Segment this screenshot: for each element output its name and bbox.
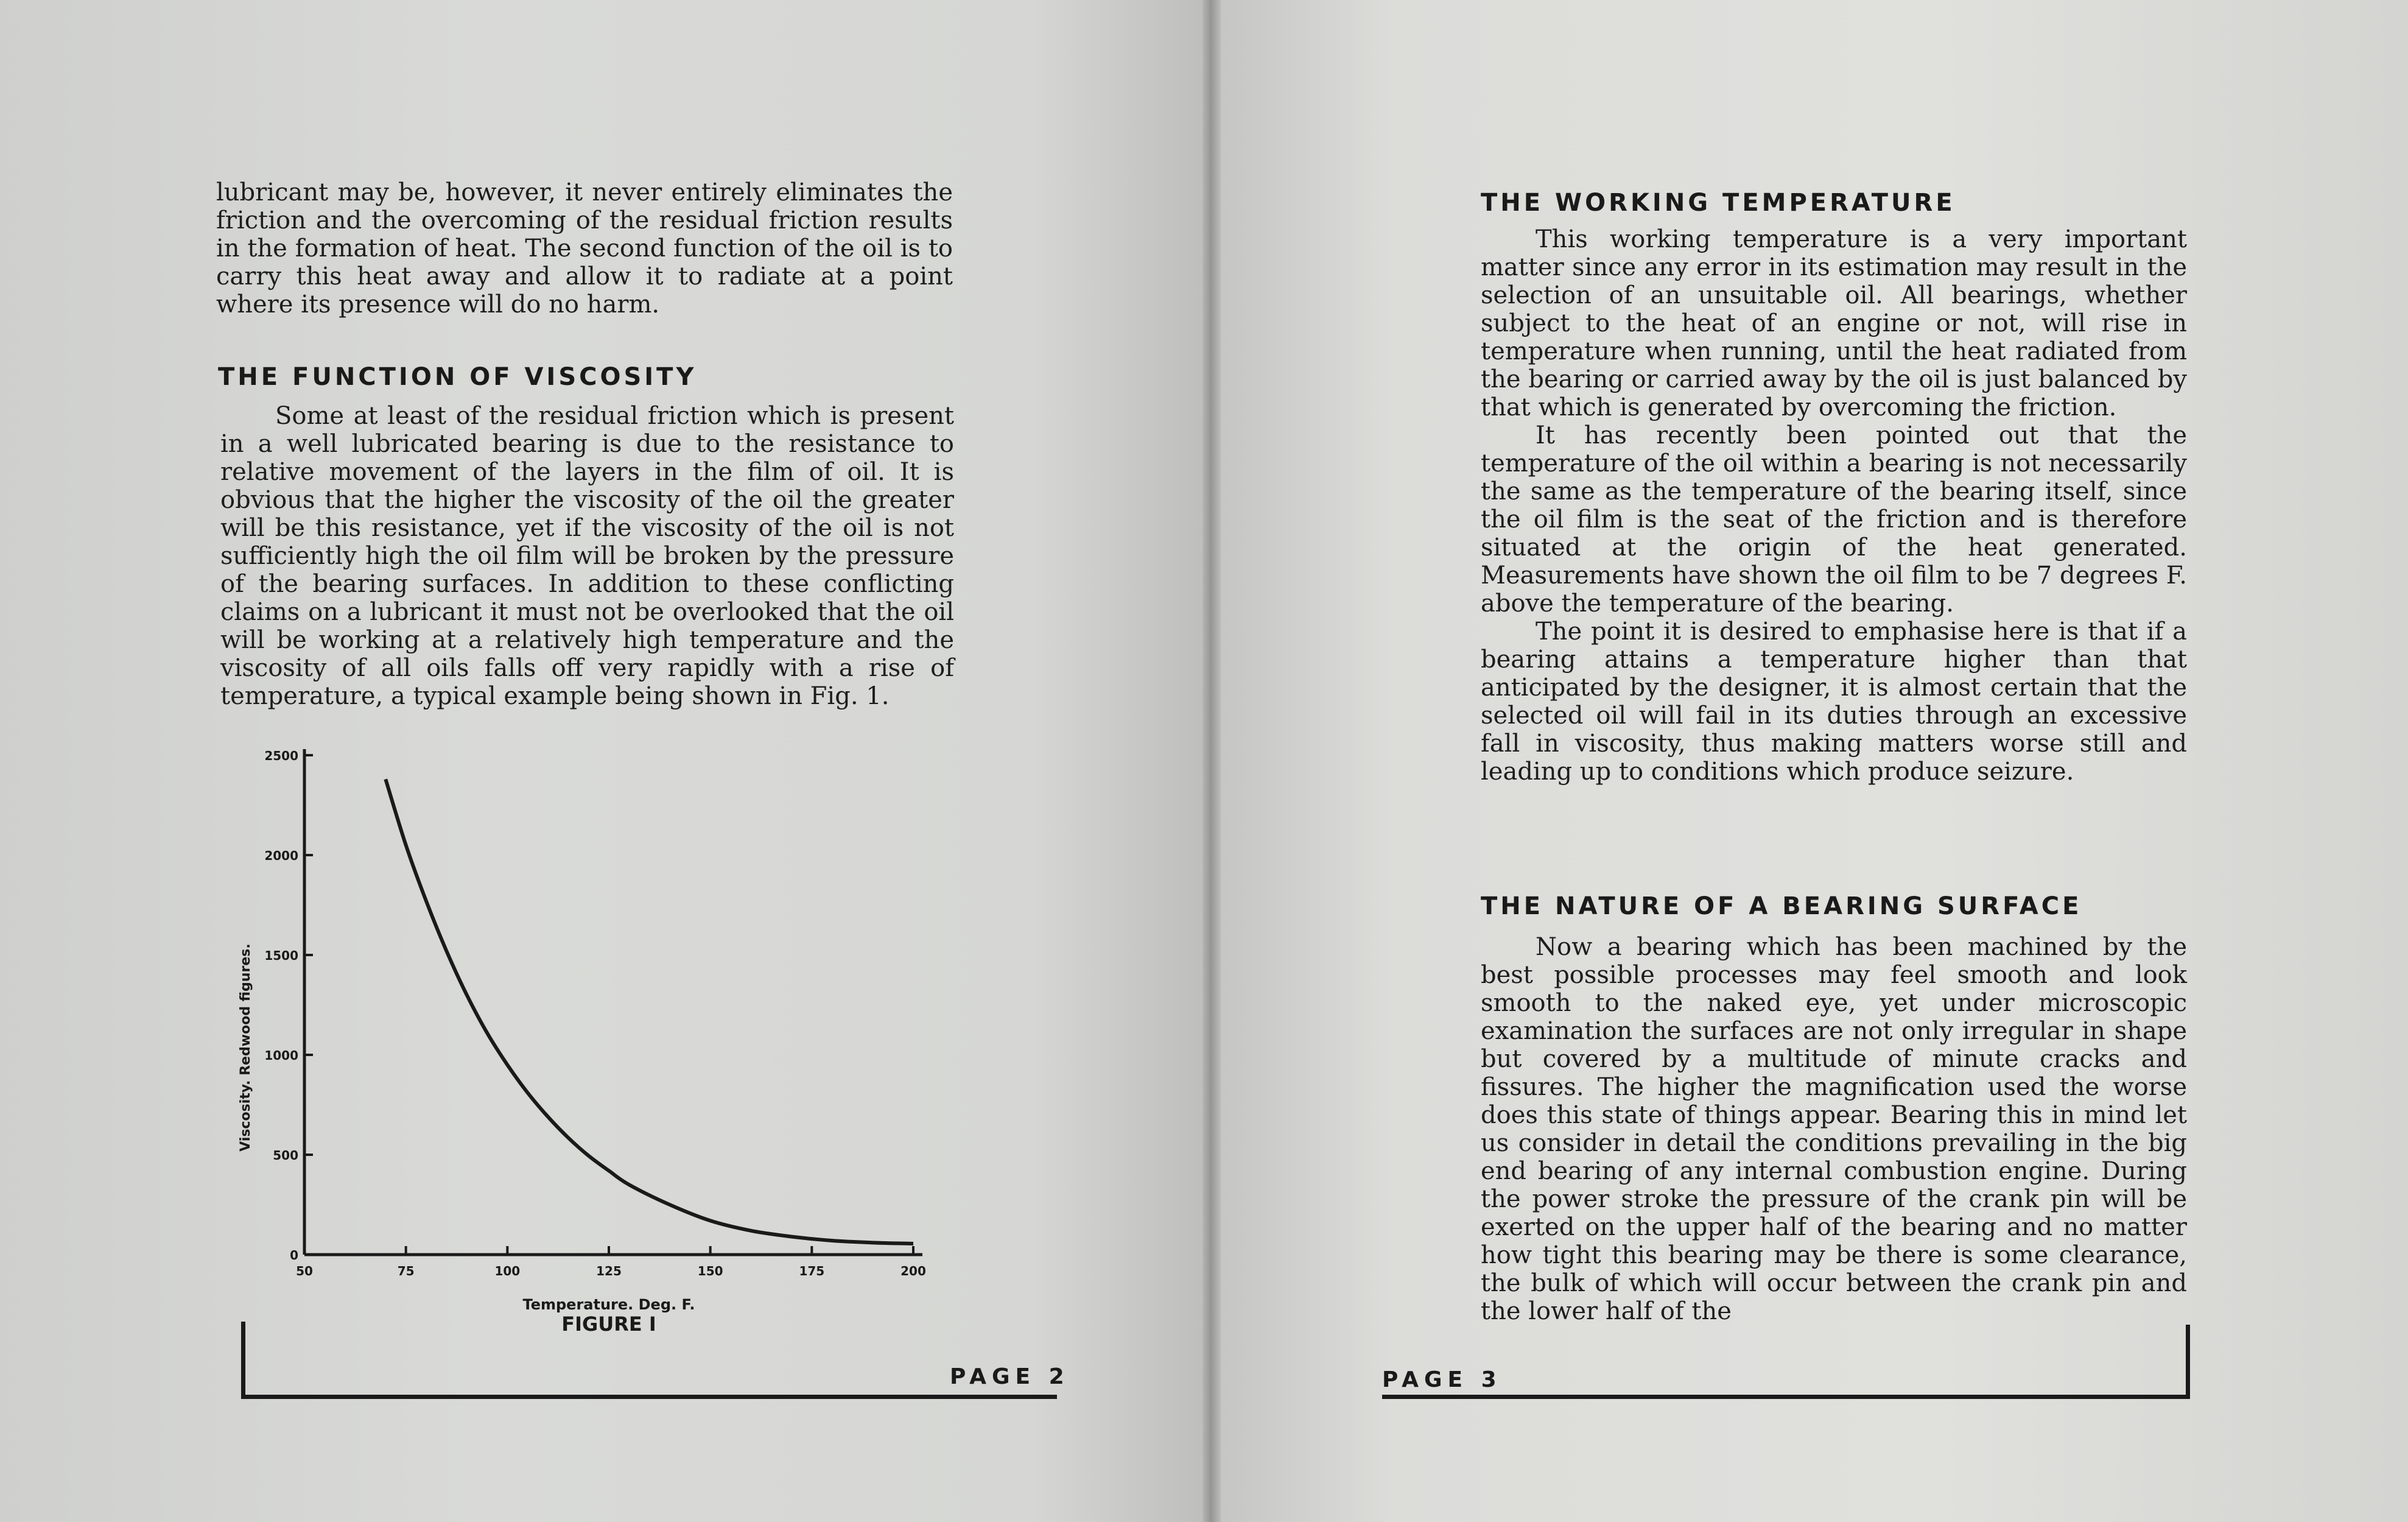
y-tick-label: 500	[273, 1148, 298, 1163]
footer-rule-left-vertical	[241, 1322, 245, 1398]
page-number-3: PAGE 3	[1382, 1367, 1502, 1392]
x-tick-label: 125	[596, 1264, 622, 1278]
x-axis-label: Temperature. Deg. F.	[522, 1296, 695, 1313]
working-temperature-para-1: This working temperature is a very important matter since any error in its estimation may result in the selection of an unsuitable oil. All bearings, whether subject to the heat of an engine or not, will rise in temperature when running, until the heat radiated from the bearing or carried away by the oil is just balanced by that which is generated by overcoming the friction.	[1481, 225, 2187, 421]
section-heading-bearing-surface: THE NATURE OF A BEARING SURFACE	[1481, 892, 2082, 920]
figure-caption: FIGURE I	[561, 1312, 656, 1336]
viscosity-curve	[385, 779, 913, 1244]
x-tick-label: 50	[296, 1264, 313, 1278]
working-temperature-body	[1481, 225, 2187, 786]
y-tick-label: 2000	[264, 848, 298, 863]
viscosity-body	[220, 402, 954, 710]
y-tick-label: 2500	[264, 749, 298, 763]
working-temperature-para-2: It has recently been pointed out that the temperature of the oil within a bearing is not necessarily the same as the temperature of the bearing itself, since the oil film is the seat of the friction and is therefore situated at the origin of the heat generated. Measurements have shown the oil film to be 7 degrees F. above the temperature of the bearing.	[1481, 421, 2187, 618]
x-tick-label: 175	[799, 1264, 825, 1278]
bearing-surface-body	[1481, 933, 2187, 1325]
x-tick-label: 150	[697, 1264, 723, 1278]
footer-rule-right-horizontal	[1382, 1395, 2190, 1399]
bearing-surface-para: Now a bearing which has been machined by the best possible processes may feel smooth and look smooth to the naked eye, yet under microscopic examination the surfaces are not only irregular in shape but covered by a multitude of minute cracks and fissures. The higher the magnification used the worse does this state of things appear. Bearing this in mind let us consider in detail the conditions prevailing in the big end bearing of any internal combustion engine. During the power stroke the pressure of the crank pin will be exerted on the upper half of the bearing and no matter how tight this bearing may be there is some clearance, the bulk of which will occur between the crank pin and the lower half of the	[1481, 933, 2187, 1325]
intro-paragraph	[216, 178, 953, 319]
right-page	[1212, 0, 2408, 1522]
y-tick-label: 1500	[264, 948, 298, 963]
y-tick-label: 1000	[264, 1048, 298, 1063]
working-temperature-para-3: The point it is desired to emphasise here is that if a bearing attains a temperature higher than that anticipated by the designer, it is almost certain that the selected oil will fail in its duties through an excessive fall in viscosity, thus making matters worse still and leading up to conditions which produce seizure.	[1481, 618, 2187, 786]
y-tick-label: 0	[290, 1248, 298, 1263]
book-gutter	[1202, 0, 1221, 1522]
viscosity-chart	[231, 737, 950, 1340]
x-tick-label: 200	[900, 1264, 926, 1278]
footer-rule-right-vertical	[2186, 1325, 2190, 1399]
x-tick-label: 75	[397, 1264, 415, 1278]
x-tick-label: 100	[494, 1264, 521, 1278]
section-heading-viscosity: THE FUNCTION OF VISCOSITY	[218, 363, 697, 391]
viscosity-text: Some at least of the residual friction which is present in a well lubricated bearing is due to the resistance to relative movement of the layers in the film of oil. It is obvious that the higher the viscosity of the oil the greater will be this resistance, yet if the viscosity of the oil is not sufficiently high the oil film will be broken by the pressure of the bearing surfaces. In addition to these conflicting claims on a lubricant it must not be overlooked that the oil will be working at a relatively high temperature and the viscosity of all oils falls off very rapidly with a rise of temperature, a typical example being shown in Fig. 1.	[220, 402, 954, 710]
intro-text: lubricant may be, however, it never entirely eliminates the friction and the overcoming of the residual friction results in the formation of heat. The second function of the oil is to carry this heat away and allow it to radiate at a point where its presence will do no harm.	[216, 178, 953, 319]
footer-rule-left-horizontal	[241, 1395, 1057, 1399]
section-heading-working-temperature: THE WORKING TEMPERATURE	[1481, 189, 1956, 217]
page-number-2: PAGE 2	[950, 1364, 1070, 1389]
y-axis-label: Viscosity. Redwood figures.	[238, 943, 253, 1152]
